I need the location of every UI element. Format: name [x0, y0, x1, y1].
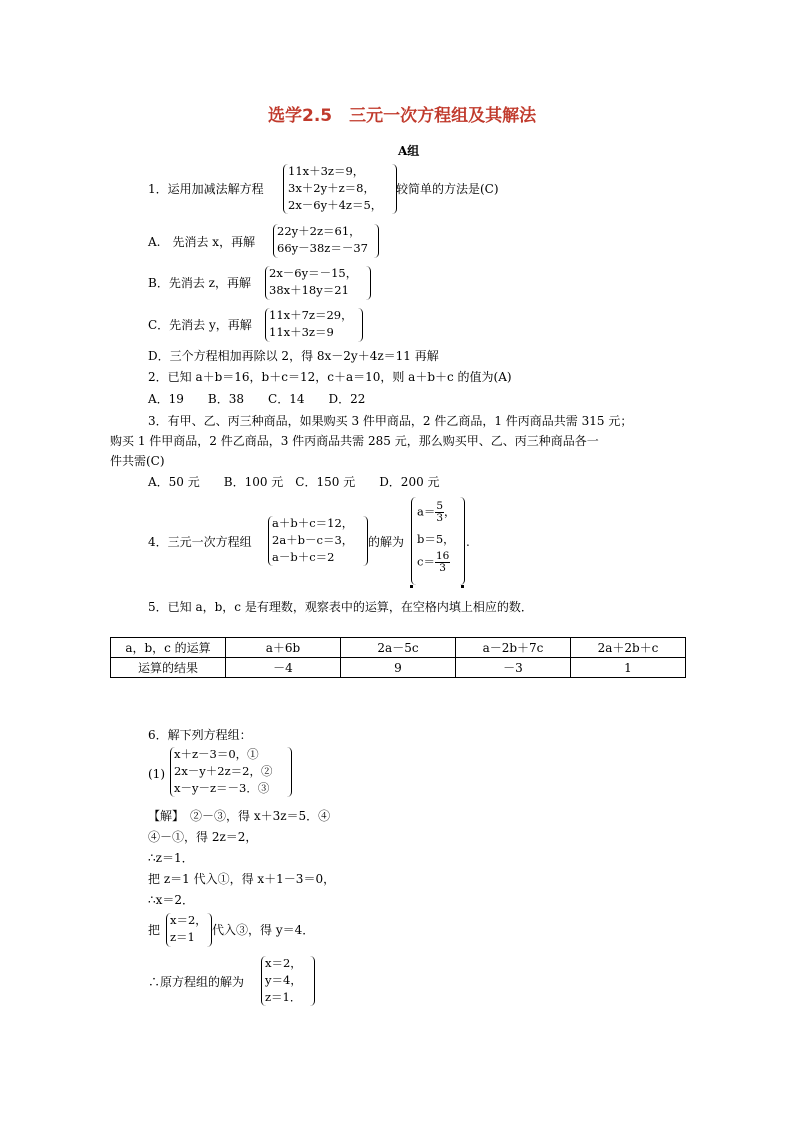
q4-solution-b: b＝5， — [417, 532, 455, 546]
q6-substitution-z: z＝1 — [170, 930, 195, 944]
q4-corner-mark-left — [410, 585, 413, 588]
q5-result-cell: 1 — [571, 658, 686, 678]
q1-option-a-eq2: 66y－38z＝－37 — [277, 241, 368, 255]
q5-result-cell: 运算的结果 — [111, 658, 226, 678]
q4-solution-a-numerator: 5 — [436, 500, 444, 512]
group-label: A组 — [398, 144, 420, 158]
q1-eq1: 11x＋3z＝9， — [288, 164, 365, 178]
q6-part-label: (1) — [148, 767, 165, 781]
q1-option-a-label: A. 先消去 x，再解 — [148, 235, 256, 249]
q3-options: A．50 元 B．100 元 C．150 元 D．200 元 — [148, 475, 440, 489]
q1-system — [283, 164, 397, 214]
q4-eq2: 2a＋b－c＝3， — [272, 533, 354, 547]
q1-eq3: 2x－6y＋4z＝5， — [288, 198, 383, 212]
q2-options: A．19 B．38 C．14 D．22 — [148, 392, 366, 406]
q6-final-z: z＝1． — [265, 990, 302, 1004]
q1-option-b-eq2: 38x＋18y＝21 — [269, 283, 349, 297]
q6-final-system — [261, 956, 315, 1006]
q6-stem: 6．解下列方程组： — [148, 728, 252, 742]
q1-stem: 1．运用加减法解方程 — [148, 182, 264, 196]
q4-solution-c-fraction — [435, 551, 450, 574]
q3-line1: 3．有甲、乙、丙三种商品，如果购买 3 件甲商品，2 件乙商品，1 件丙商品共需 315 元； — [148, 414, 633, 428]
q6-solution-step3: ∴z＝1． — [148, 851, 194, 865]
q1-option-c-system — [265, 308, 363, 342]
q5-header-cell: a＋6b — [226, 638, 341, 658]
q4-solution — [411, 497, 465, 585]
q4-corner-mark-right — [461, 585, 464, 588]
q4-solution-a — [417, 501, 456, 524]
q1-option-b-system — [265, 266, 371, 300]
q4-solution-c-numerator: 16 — [435, 550, 450, 562]
q4-solution-a-lhs: a＝ — [417, 504, 436, 519]
q4-solution-a-comma: ， — [444, 504, 456, 519]
q5-result-cell: 9 — [341, 658, 456, 678]
q5-header-cell: a－2b＋7c — [456, 638, 571, 658]
q4-solution-c-denominator: 3 — [439, 562, 446, 575]
q1-option-c-eq1: 11x＋7z＝29， — [269, 308, 353, 322]
q6-solution-step2: ④－①，得 2z＝2， — [148, 830, 258, 844]
q6-solution-step6-pre: 把 — [148, 923, 161, 937]
q3-line2: 购买 1 件甲商品，2 件乙商品，3 件丙商品共需 285 元，那么购买甲、乙、丙三种商品各一 — [110, 434, 599, 448]
q4-eq3: a－b＋c＝2 — [272, 550, 335, 564]
q6-solution-step4: 把 z＝1 代入①，得 x＋1－3＝0， — [148, 872, 336, 886]
q6-solution-step6-post: 代入③，得 y＝4． — [212, 923, 315, 937]
q5-header-cell: a，b，c 的运算 — [111, 638, 226, 658]
q4-solution-c — [417, 551, 450, 574]
q4-solution-a-denominator: 3 — [436, 512, 444, 525]
q1-option-c-label: C．先消去 y，再解 — [148, 318, 252, 332]
q1-option-b-eq1: 2x－6y＝－15， — [269, 266, 358, 280]
q1-option-a-system — [273, 224, 379, 258]
q6-solution-final-label: ∴原方程组的解为 — [148, 975, 245, 989]
q5-header-cell: 2a＋2b＋c — [571, 638, 686, 658]
q6-system — [170, 747, 292, 797]
q6-eq3: x－y－z＝－3．③ — [174, 781, 270, 795]
q5-result-cell: －4 — [226, 658, 341, 678]
q6-solution-step1: 【解】 ②－③，得 x＋3z＝5．④ — [148, 809, 331, 823]
q6-solution-step5: ∴x＝2． — [148, 893, 195, 907]
q6-eq2: 2x－y＋2z＝2，② — [174, 764, 273, 778]
q1-option-c-eq2: 11x＋3z＝9 — [269, 325, 334, 339]
q4-end: . — [466, 535, 470, 549]
q4-solution-a-fraction — [435, 501, 444, 524]
q6-eq1: x＋z－3＝0，① — [174, 747, 259, 761]
q6-substitution-x: x＝2， — [170, 913, 207, 927]
q4-system — [268, 516, 368, 566]
q1-eq2: 3x＋2y＋z＝8， — [288, 181, 375, 195]
q5-result-cell: －3 — [456, 658, 571, 678]
q6-final-y: y＝4， — [265, 973, 302, 987]
q4-eq1: a＋b＋c＝12， — [272, 516, 354, 530]
q5-stem: 5．已知 a，b，c 是有理数，观察表中的运算，在空格内填上相应的数． — [148, 600, 533, 614]
q3-line3: 件共需(C) — [110, 454, 165, 468]
table-row — [111, 638, 686, 658]
q4-solution-c-lhs: c＝ — [417, 554, 435, 569]
q2-stem: 2．已知 a＋b＝16，b＋c＝12，c＋a＝10，则 a＋b＋c 的值为(A) — [148, 370, 512, 384]
q1-tail: 较简单的方法是(C) — [396, 182, 499, 196]
q1-option-d: D．三个方程相加再除以 2，得 8x－2y＋4z＝11 再解 — [148, 349, 439, 363]
table-row — [111, 658, 686, 678]
q5-table — [110, 637, 686, 678]
q6-final-x: x＝2， — [265, 956, 302, 970]
page-title: 选学2.5 三元一次方程组及其解法 — [268, 106, 537, 126]
q1-option-b-label: B．先消去 z，再解 — [148, 276, 251, 290]
q1-option-a-eq1: 22y＋2z＝61， — [277, 224, 361, 238]
q4-stem: 4．三元一次方程组 — [148, 535, 252, 549]
q5-header-cell: 2a－5c — [341, 638, 456, 658]
q6-substitution-system — [166, 913, 212, 947]
q4-mid: 的解为 — [368, 535, 405, 549]
